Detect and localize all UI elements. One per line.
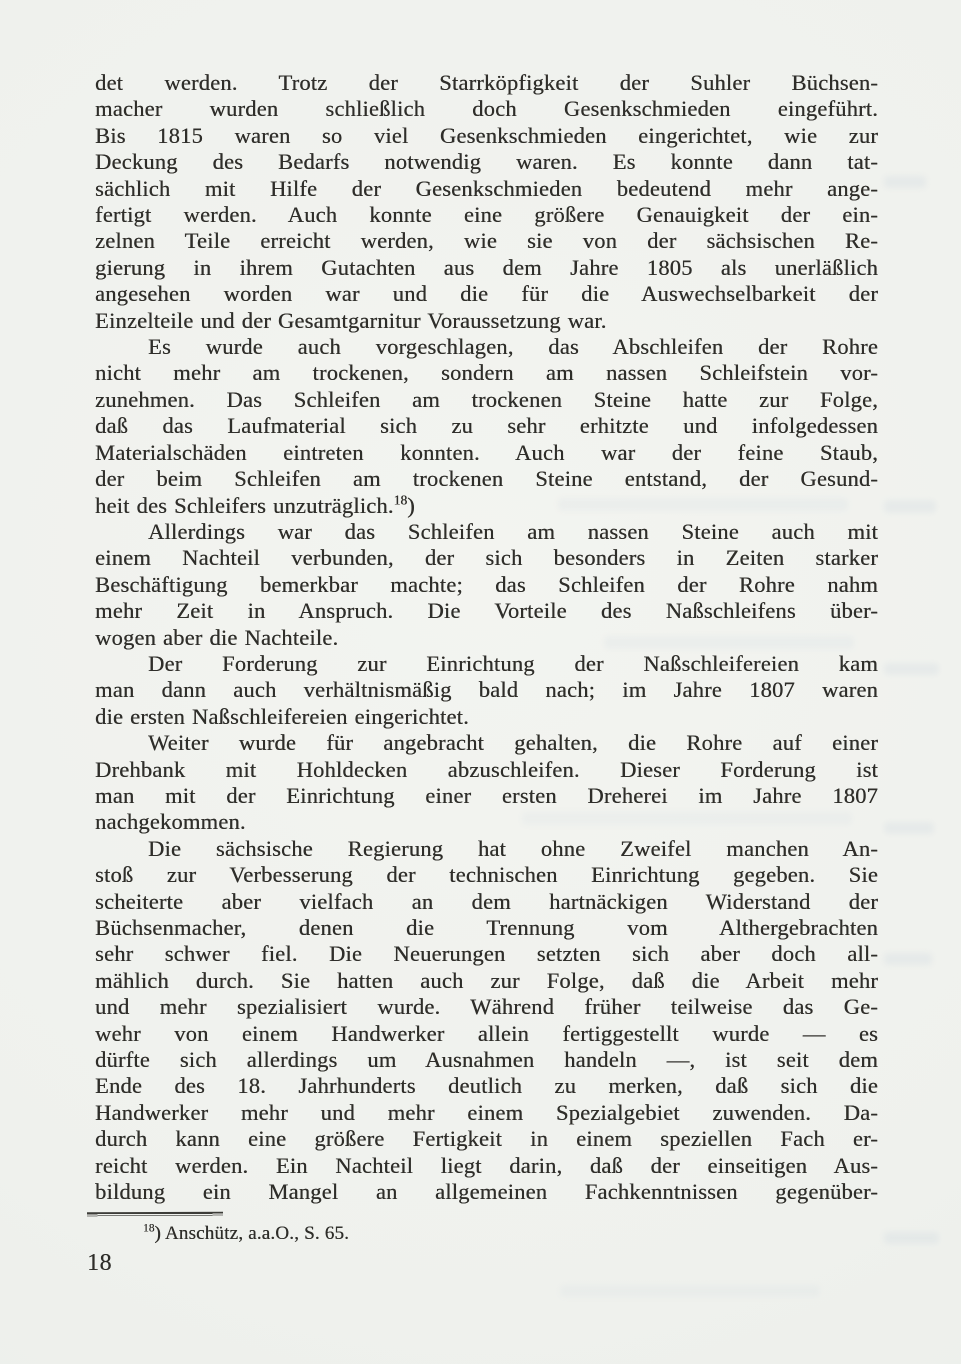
text-line: scheiterte aber vielfach an dem hartnäckigen Widerstand der bbox=[95, 888, 878, 914]
text-line: sehr schwer fiel. Die Neuerungen setzten sich aber doch all- bbox=[95, 941, 878, 967]
text-line: Der Forderung zur Einrichtung der Naßschleifereien kam bbox=[148, 650, 878, 676]
text-line: Es wurde auch vorgeschlagen, das Abschleifen der Rohre bbox=[148, 334, 878, 360]
bleed-through-mark bbox=[884, 953, 932, 965]
text-line: heit des Schleifers unzuträglich.$^{18}$) bbox=[95, 492, 415, 518]
text-line: Handwerker mehr und mehr einem Spezialgebiet zuwenden. Da- bbox=[95, 1099, 878, 1125]
bleed-through-mark bbox=[884, 1232, 939, 1244]
bleed-through-mark bbox=[884, 663, 939, 675]
body-text bbox=[95, 70, 878, 1205]
paragraph bbox=[95, 70, 878, 334]
text-line: durch kann eine größere Fertigkeit in einem speziellen Fach er- bbox=[95, 1126, 878, 1152]
text-line: stoß zur Verbesserung der technischen Einrichtung gegeben. Sie bbox=[95, 862, 878, 888]
bleed-through-mark bbox=[560, 1285, 820, 1297]
footnote-marker-paren: ) bbox=[154, 1223, 161, 1244]
text-line: Bis 1815 waren so viel Gesenkschmieden eingerichtet, wie zur bbox=[95, 122, 878, 148]
text-line: und mehr spezialisiert wurde. Während früher teilweise das Ge- bbox=[95, 994, 878, 1020]
footnote-marker-number: 18 bbox=[143, 1222, 155, 1235]
text-line: Einzelteile und der Gesamtgarnitur Voraussetzung war. bbox=[95, 307, 607, 333]
footnote-separator bbox=[87, 1212, 223, 1218]
text-line: zelnen Teile erreicht werden, wie sie von der sächsischen Re- bbox=[95, 228, 878, 254]
text-line: Allerdings war das Schleifen am nassen Steine auch mit bbox=[148, 518, 878, 544]
text-line: wogen aber die Nachteile. bbox=[95, 624, 339, 650]
text-line: sächlich mit Hilfe der Gesenkschmieden bedeutend mehr ange- bbox=[95, 175, 878, 201]
footnote-text: Anschütz, a.a.O., S. 65. bbox=[164, 1223, 350, 1244]
text-line: der beim Schleifen am trockenen Steine entstand, der Gesund- bbox=[95, 466, 878, 492]
paragraph bbox=[95, 730, 878, 836]
text-line: det werden. Trotz der Starrköpfigkeit der Suhler Büchsen- bbox=[95, 70, 878, 95]
page-number: 18 bbox=[87, 1250, 112, 1276]
bleed-through-mark bbox=[884, 176, 926, 188]
text-line: wehr von einem Handwerker allein fertiggestellt wurde — es bbox=[95, 1020, 878, 1046]
footnote-reference: 18 bbox=[393, 492, 408, 507]
text-line: macher wurden schließlich doch Gesenkschmieden eingeführt. bbox=[95, 96, 878, 122]
footnote bbox=[95, 1222, 878, 1245]
text-line: gierung in ihrem Gutachten aus dem Jahre 1805 als unerläßlich bbox=[95, 254, 878, 280]
paragraph bbox=[95, 836, 878, 1206]
text-line: nicht mehr am trockenen, sondern am nassen Schleifstein vor- bbox=[95, 360, 878, 386]
text-line: reicht werden. Ein Nachteil liegt darin, daß der einseitigen Aus- bbox=[95, 1152, 878, 1178]
text-line: mehr Zeit in Anspruch. Die Vorteile des Naßschleifens über- bbox=[95, 598, 878, 624]
text-line: Beschäftigung bemerkbar machte; das Schleifen der Rohre nahm bbox=[95, 571, 878, 597]
paragraph bbox=[95, 519, 878, 651]
text-line: Die sächsische Regierung hat ohne Zweifel manchen An- bbox=[148, 835, 878, 861]
text-line: die ersten Naßschleifereien eingerichtet. bbox=[95, 703, 469, 729]
bleed-through-mark bbox=[884, 822, 934, 834]
text-line: mählich durch. Sie hatten auch zur Folge, daß die Arbeit mehr bbox=[95, 967, 878, 993]
text-line: bildung ein Mangel an allgemeinen Fachkenntnissen gegenüber- bbox=[95, 1179, 878, 1205]
text-line: Büchsenmacher, denen die Trennung vom Althergebrachten bbox=[95, 915, 878, 940]
text-line: Deckung des Bedarfs notwendig waren. Es konnte dann tat- bbox=[95, 149, 878, 175]
text-line: angesehen worden war und die für die Auswechselbarkeit der bbox=[95, 281, 878, 307]
text-line: zunehmen. Das Schleifen am trockenen Steine hatte zur Folge, bbox=[95, 386, 878, 412]
text-line: dürfte sich allerdings um Ausnahmen handeln —, ist seit dem bbox=[95, 1047, 878, 1073]
footnote-marker bbox=[143, 1223, 161, 1244]
paragraph bbox=[95, 334, 878, 519]
text-line: daß das Laufmaterial sich zu sehr erhitzte und infolgedessen bbox=[95, 413, 878, 439]
text-line: Drehbank mit Hohldecken abzuschleifen. Dieser Forderung ist bbox=[95, 756, 878, 782]
text-line: fertigt werden. Auch konnte eine größere Genauigkeit der ein- bbox=[95, 202, 878, 228]
text-line: man dann auch verhältnismäßig bald nach; im Jahre 1807 waren bbox=[95, 677, 878, 703]
text-line: Ende des 18. Jahrhunderts deutlich zu merken, daß sich die bbox=[95, 1073, 878, 1099]
paragraph bbox=[95, 651, 878, 730]
text-line: einem Nachteil verbunden, der sich besonders in Zeiten starker bbox=[95, 545, 878, 571]
text-line: nachgekommen. bbox=[95, 809, 246, 835]
text-line: man mit der Einrichtung einer ersten Dreherei im Jahre 1807 bbox=[95, 782, 878, 808]
text-line: Materialschäden eintreten konnten. Auch war der feine Staub, bbox=[95, 439, 878, 465]
text-line: Weiter wurde für angebracht gehalten, die Rohre auf einer bbox=[148, 730, 878, 756]
bleed-through-mark bbox=[884, 500, 936, 513]
